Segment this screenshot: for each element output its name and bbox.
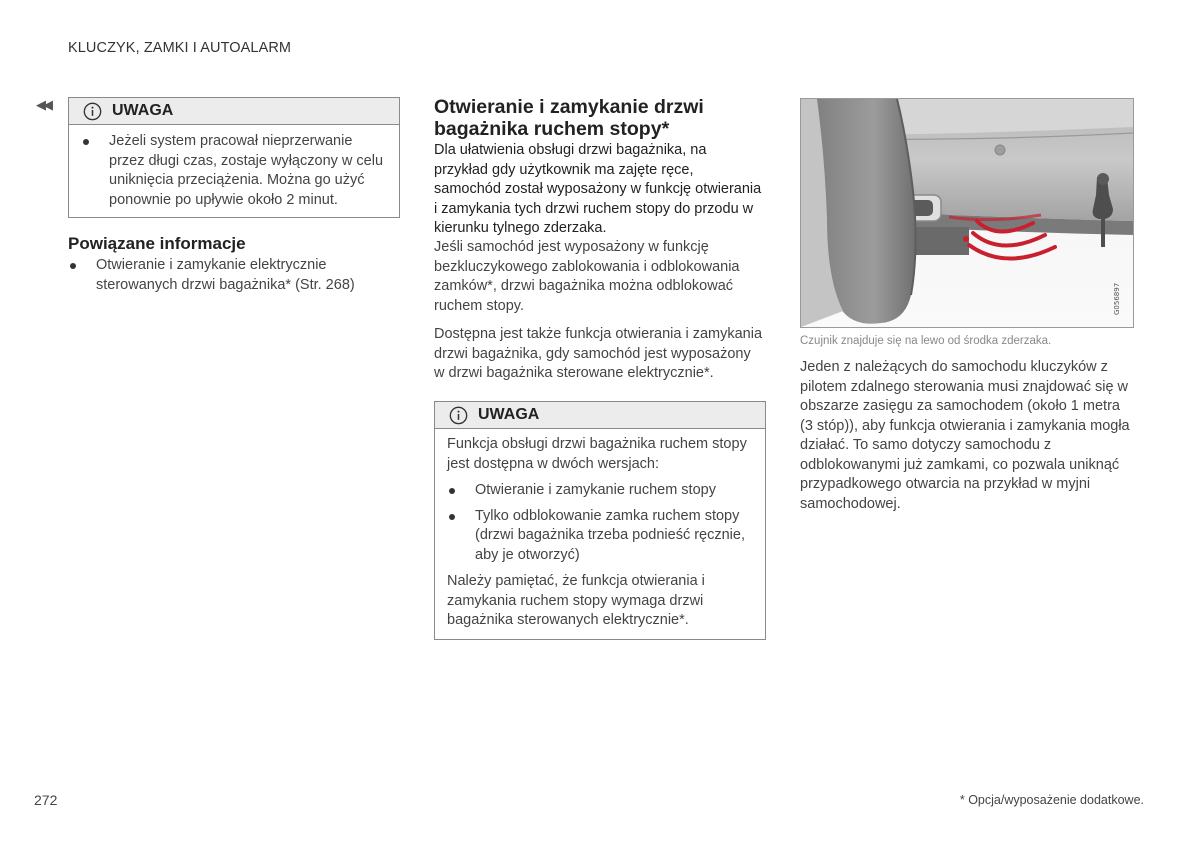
paragraph-key-range: Jeden z należących do samochodu kluczyków z pilotem zdalnego sterowania musi znajdować się w obszarze zasięgu za samochodem (około 1 metra (3 stóp)), aby funkcja otwierania i zamykania mogła działać. To samo dotyczy samochodu z odblokowanymi już zamkami, co pozwala uniknąć przypadkowego otwarcia na przykład w myjni samochodowej. [800, 359, 1130, 512]
info-icon [449, 406, 468, 425]
related-info-list [68, 256, 400, 295]
note-header [435, 402, 765, 429]
rear-bumper-illustration [801, 99, 1133, 327]
note-item: Jeżeli system pracował nieprzerwanie przez długi czas, zostaje wyłączony w celu uniknięcia przeciążenia. Można go użyć ponownie po upływie około 2 minut. [81, 132, 385, 210]
related-info-heading: Powiązane informacje [68, 234, 246, 253]
paragraph-keyless: Jeśli samochód jest wyposażony w funkcję bezkluczykowego zablokowania i odblokowania zamków*, drzwi bagażnika można odblokować ruchem stopy. [434, 239, 740, 314]
note-list [69, 125, 399, 210]
note-body [435, 429, 765, 631]
figure-caption: Czujnik znajduje się na lewo od środka zderzaka. [800, 335, 1052, 347]
note-title: UWAGA [478, 406, 540, 423]
figure-code: G056897 [1113, 282, 1121, 315]
note-box-overheat [68, 97, 400, 218]
note-item: Tylko odblokowanie zamka ruchem stopy (drzwi bagażnika trzeba podnieść ręcznie, aby je otworzyć) [447, 507, 753, 566]
paragraph-electric-tailgate: Dostępna jest także funkcja otwierania i zamykania drzwi bagażnika, gdy samochód jest wyposażony w drzwi bagażnika sterowane elektrycznie*. [434, 326, 763, 381]
note-intro: Funkcja obsługi drzwi bagażnika ruchem stopy jest dostępna w dwóch wersjach: [447, 436, 747, 472]
info-icon [83, 102, 102, 121]
figure-rear-bumper [800, 98, 1134, 328]
section-title: Otwieranie i zamykanie drzwi bagażnika ruchem stopy* [434, 96, 704, 140]
continued-marker: ◀◀ [36, 97, 50, 112]
note-header [69, 98, 399, 125]
note-title: UWAGA [112, 102, 174, 119]
note-list [447, 481, 753, 565]
note-box-versions [434, 401, 766, 640]
related-link[interactable]: Otwieranie i zamykanie elektrycznie sterowanych drzwi bagażnika* (Str. 268) [68, 256, 400, 295]
running-header: KLUCZYK, ZAMKI I AUTOALARM [68, 40, 292, 56]
note-outro: Należy pamiętać, że funkcja otwierania i zamykania ruchem stopy wymaga drzwi bagażnika sterowanych elektrycznie*. [447, 573, 705, 628]
lead-paragraph: Dla ułatwienia obsługi drzwi bagażnika, na przykład gdy użytkownik ma zajęte ręce, samochód został wyposażony w funkcję otwierania i zamykania tych drzwi ruchem stopy do przodu w kierunku tylnego zderzaka. [434, 142, 762, 236]
footnote: * Opcja/wyposażenie dodatkowe. [959, 793, 1144, 807]
page-number: 272 [34, 792, 58, 808]
note-item: Otwieranie i zamykanie ruchem stopy [447, 481, 753, 501]
